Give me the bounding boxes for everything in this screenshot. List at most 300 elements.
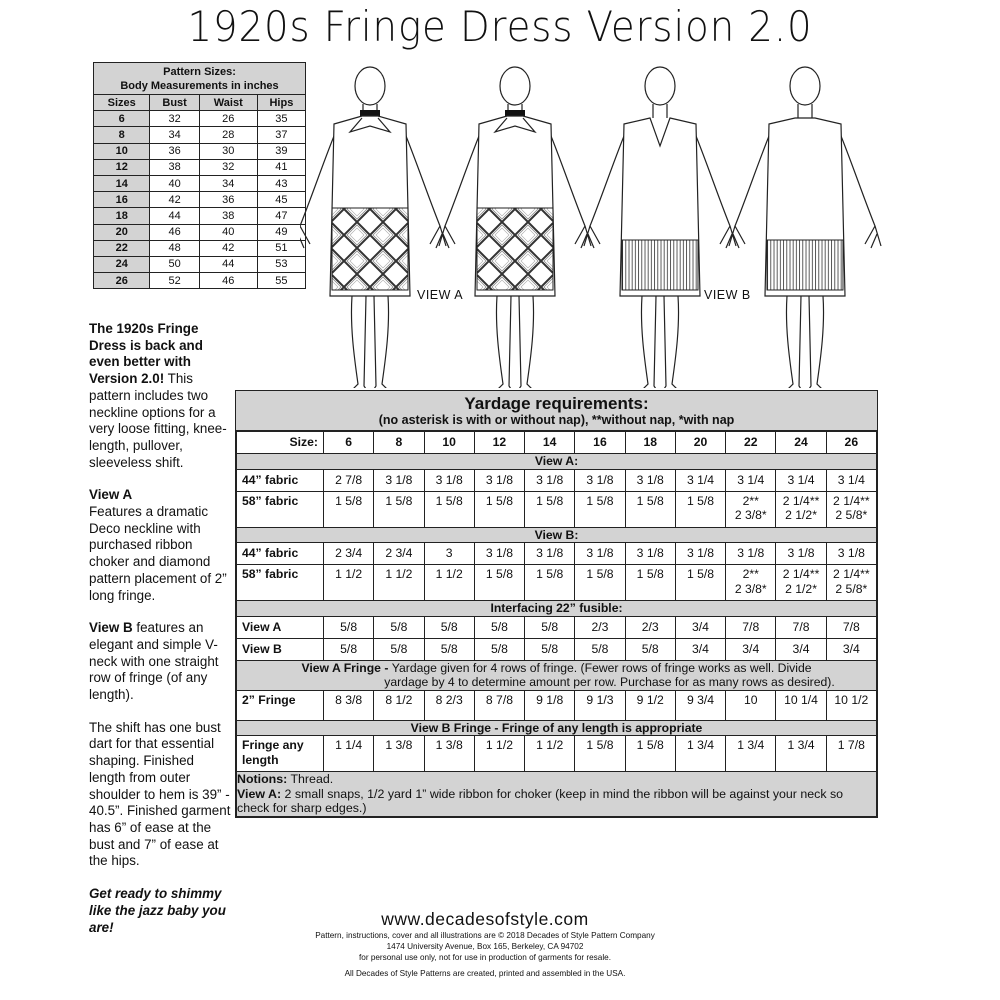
measurement-cell: 49 (257, 224, 305, 240)
view-a-bold: View A (89, 487, 133, 503)
yardage-cell (675, 565, 725, 601)
yardage-cell (525, 616, 575, 638)
size-cell: 24 (94, 256, 150, 272)
measurement-cell: 34 (150, 127, 199, 143)
yardage-value: 2 1/2* (785, 508, 817, 522)
size-column-header: 6 (324, 432, 374, 454)
yardage-value: 3/4 (692, 619, 709, 634)
yardage-cell (474, 565, 524, 601)
yardage-value: 5/8 (340, 619, 358, 634)
yardage-cell (726, 736, 776, 772)
yardage-value: 5/8 (541, 641, 559, 656)
yardage-value: 2 1/4** (782, 493, 820, 508)
measurement-cell: 53 (257, 256, 305, 272)
yardage-cell (826, 565, 876, 601)
yardage-value: 8 7/8 (485, 692, 513, 707)
measurement-cell: 43 (257, 175, 305, 191)
yardage-cell (424, 543, 474, 565)
measurement-cell: 52 (150, 273, 199, 289)
measurement-cell: 46 (199, 273, 257, 289)
measurement-cell: 38 (150, 159, 199, 175)
yardage-cell (776, 736, 826, 772)
size-column-header: 12 (474, 432, 524, 454)
yardage-value: 10 1/2 (834, 692, 869, 707)
yardage-value: 2 1/2* (785, 581, 817, 596)
notions-view-a-label: View A: (237, 786, 282, 801)
intro-paragraph (89, 321, 234, 471)
yardage-cell (525, 565, 575, 601)
yardage-cell (675, 736, 725, 772)
yardage-cell (726, 543, 776, 565)
measurement-cell: 50 (150, 256, 199, 272)
usage-line: for personal use only, not for use in production of garments for resale. (359, 953, 611, 962)
size-column-header: 24 (776, 432, 826, 454)
size-column-header: 14 (525, 432, 575, 454)
measurement-cell: 38 (199, 208, 257, 224)
interfacing-heading: Interfacing 22” fusible: (237, 601, 877, 617)
footer (235, 909, 735, 979)
yardage-cell (726, 690, 776, 720)
yardage-value: 2 5/8* (835, 508, 868, 522)
figure-view-a-back (439, 67, 591, 388)
row-label: View B (237, 638, 324, 660)
yardage-value: 1 1/4 (335, 738, 363, 752)
yardage-value: 9 1/2 (636, 692, 664, 707)
size-column-header: 26 (826, 432, 876, 454)
yardage-value: 7/8 (842, 619, 860, 634)
page-title: 1920s Fringe Dress Version 2.0 (187, 2, 813, 51)
size-header-row (237, 432, 877, 454)
yardage-cell (625, 491, 675, 527)
yardage-value: 5/8 (440, 641, 458, 656)
yardage-value: 1 1/2 (536, 738, 564, 752)
measurement-cell: 37 (257, 127, 305, 143)
measurement-cell: 36 (150, 143, 199, 159)
size-chart-header-line2: Body Measurements in inches (120, 79, 279, 92)
yardage-cell (374, 616, 424, 638)
yardage-cell (525, 736, 575, 772)
yardage-cell (424, 638, 474, 660)
yardage-value: 5/8 (440, 619, 458, 634)
yardage-cell (474, 543, 524, 565)
yardage-cell (575, 690, 625, 720)
figures-illustration (300, 58, 885, 388)
size-chart-row (94, 111, 306, 127)
yardage-grid (236, 431, 877, 817)
view-a-paragraph (89, 487, 234, 604)
view-b-bold: View B (89, 620, 133, 636)
view-b-label: VIEW B (704, 288, 751, 302)
yardage-cell (776, 690, 826, 720)
yardage-value: 2 1/4** (833, 493, 870, 508)
yardage-cell (575, 638, 625, 660)
measurement-cell: 41 (257, 159, 305, 175)
yardage-cell (826, 736, 876, 772)
notions-text: Thread. (287, 772, 334, 786)
yardage-value: 3 1/8 (837, 546, 865, 561)
yardage-cell (826, 616, 876, 638)
yardage-value: 5/8 (490, 641, 508, 656)
yardage-cell (575, 543, 625, 565)
yardage-value: 7/8 (792, 619, 810, 634)
row-label: View A (237, 616, 324, 638)
yardage-cell (575, 491, 625, 527)
yardage-value: 1 5/8 (485, 567, 513, 581)
yardage-cell (324, 543, 374, 565)
yardage-value: 5/8 (390, 619, 408, 634)
yardage-cell (625, 736, 675, 772)
yardage-cell (525, 491, 575, 527)
yardage-table (235, 390, 878, 818)
yardage-value: 1 1/2 (435, 567, 463, 581)
yardage-cell (625, 565, 675, 601)
yardage-value: 3 1/8 (636, 546, 664, 561)
view-b-paragraph (89, 620, 234, 704)
yardage-title-block (236, 391, 877, 431)
address-line: 1474 University Avenue, Box 165, Berkeley, CA 94702 (386, 942, 584, 951)
row-label: Fringe any length (237, 736, 324, 772)
yardage-cell (726, 638, 776, 660)
size-chart-header-line1: Pattern Sizes: (163, 65, 236, 78)
measurement-cell: 42 (199, 240, 257, 256)
yardage-value: 5/8 (390, 641, 408, 656)
yardage-cell (424, 491, 474, 527)
yardage-value: 2 1/4** (833, 567, 870, 581)
view-a-label: VIEW A (417, 288, 464, 302)
intro-bold: The 1920s Fringe Dress is back and even better with Version 2.0! (89, 321, 203, 387)
yardage-row (237, 736, 877, 772)
measurement-cell: 32 (150, 111, 199, 127)
yardage-value: 3 1/8 (385, 472, 413, 487)
size-chart-row (94, 192, 306, 208)
yardage-value: 1 5/8 (586, 738, 614, 752)
yardage-cell (575, 565, 625, 601)
yardage-cell (324, 690, 374, 720)
yardage-value: 1 5/8 (686, 567, 715, 581)
yardage-value: 1 7/8 (837, 738, 865, 752)
yardage-title: Yardage requirements: (464, 394, 649, 413)
yardage-value: 5/8 (490, 619, 508, 634)
dress-figures-drawing (300, 58, 885, 388)
size-column-header: 16 (575, 432, 625, 454)
size-chart-row (94, 143, 306, 159)
yardage-cell (324, 565, 374, 601)
yardage-cell (525, 543, 575, 565)
yardage-cell (625, 543, 675, 565)
yardage-value: 3 1/8 (485, 472, 513, 487)
view-a-fringe-note (237, 660, 877, 690)
website-url[interactable]: www.decadesofstyle.com (381, 909, 589, 929)
yardage-value: 2 1/4** (782, 567, 820, 581)
measurement-cell: 26 (199, 111, 257, 127)
yardage-value: 3/4 (692, 641, 709, 656)
measurement-cell: 40 (199, 224, 257, 240)
yardage-value: 3 1/8 (536, 546, 564, 561)
yardage-value: 1 3/8 (385, 738, 413, 752)
yardage-row (237, 616, 877, 638)
yardage-value: 3 1/8 (586, 472, 614, 487)
yardage-value: 2 5/8* (835, 581, 868, 596)
copyright-line: Pattern, instructions, cover and all illustrations are © 2018 Decades of Style Pattern Company (315, 931, 655, 940)
yardage-value: 1 5/8 (485, 493, 513, 508)
size-chart-columns (94, 95, 306, 111)
size-column-header: 22 (726, 432, 776, 454)
yardage-value: 1 1/2 (485, 738, 513, 752)
yardage-value: 2** (742, 567, 759, 581)
yardage-cell (625, 690, 675, 720)
notions-block (237, 772, 877, 817)
intro-text: This pattern includes two neckline options for a very loose fitting, knee-length, pullover, sleeveless shift. (89, 371, 227, 470)
yardage-cell (424, 616, 474, 638)
yardage-cell (726, 469, 776, 491)
yardage-row (237, 565, 877, 601)
yardage-subtitle: (no asterisk is with or without nap), **without nap, *with nap (378, 413, 735, 427)
yardage-cell (575, 736, 625, 772)
size-chart-row (94, 159, 306, 175)
yardage-row (237, 491, 877, 527)
size-cell: 12 (94, 159, 150, 175)
yardage-value: 3 1/4 (686, 472, 715, 487)
yardage-cell (675, 491, 725, 527)
yardage-cell (575, 469, 625, 491)
yardage-cell (776, 616, 826, 638)
yardage-cell (776, 543, 826, 565)
yardage-value: 3/4 (792, 641, 810, 656)
measurement-cell: 39 (257, 143, 305, 159)
yardage-cell (776, 469, 826, 491)
view-a-fringe-note-2: yardage by 4 to determine amount per row. Purchase for as many rows as desired). (384, 675, 835, 689)
yardage-value: 1 3/8 (435, 738, 463, 752)
yardage-value: 5/8 (541, 619, 559, 634)
measurement-cell: 44 (150, 208, 199, 224)
size-column-header: 18 (625, 432, 675, 454)
yardage-cell (324, 469, 374, 491)
size-cell: 8 (94, 127, 150, 143)
yardage-value: 1 1/2 (385, 567, 413, 581)
view-b-heading: View B: (237, 527, 877, 543)
yardage-value: 3 1/8 (787, 546, 815, 561)
yardage-cell (474, 469, 524, 491)
yardage-cell (474, 736, 524, 772)
yardage-cell (474, 638, 524, 660)
yardage-value: 9 1/8 (536, 692, 564, 707)
yardage-value: 3 1/8 (586, 546, 614, 561)
yardage-cell (525, 638, 575, 660)
yardage-cell (776, 565, 826, 601)
yardage-value: 9 1/3 (586, 692, 614, 707)
measurement-cell: 55 (257, 273, 305, 289)
yardage-cell (525, 469, 575, 491)
yardage-cell (675, 638, 725, 660)
size-cell: 6 (94, 111, 150, 127)
yardage-value: 1 5/8 (536, 493, 564, 508)
yardage-value: 2/3 (591, 619, 609, 634)
yardage-value: 9 3/4 (686, 692, 715, 707)
size-chart-row (94, 175, 306, 191)
yardage-value: 7/8 (742, 619, 760, 634)
yardage-cell (474, 690, 524, 720)
row-label: 58” fabric (237, 491, 324, 527)
yardage-cell (525, 690, 575, 720)
measurement-cell: 28 (199, 127, 257, 143)
yardage-cell (675, 469, 725, 491)
measurement-cell: 40 (150, 175, 199, 191)
yardage-value: 2 3/4 (385, 546, 413, 561)
size-chart-row (94, 208, 306, 224)
yardage-value: 2 3/8* (734, 581, 767, 596)
yardage-value: 3/4 (742, 641, 760, 656)
figure-view-b-front (584, 67, 736, 388)
yardage-cell (374, 543, 424, 565)
yardage-value: 2 3/4 (335, 546, 363, 561)
yardage-value: 1 3/4 (787, 738, 815, 752)
size-chart-row (94, 240, 306, 256)
yardage-value: 10 (743, 692, 758, 707)
yardage-cell (374, 565, 424, 601)
yardage-cell (374, 690, 424, 720)
size-cell: 26 (94, 273, 150, 289)
yardage-value: 1 5/8 (586, 567, 614, 581)
yardage-value: 8 3/8 (335, 692, 363, 707)
yardage-value: 3 1/8 (435, 472, 463, 487)
yardage-cell (625, 638, 675, 660)
yardage-value: 3 1/8 (536, 472, 564, 487)
yardage-cell (324, 638, 374, 660)
measurement-cell: 47 (257, 208, 305, 224)
view-a-heading: View A: (237, 454, 877, 470)
yardage-cell (424, 736, 474, 772)
yardage-value: 5/8 (591, 641, 609, 656)
col-header: Bust (150, 95, 199, 111)
size-cell: 22 (94, 240, 150, 256)
description-column (89, 321, 234, 952)
row-label: 2” Fringe (237, 690, 324, 720)
yardage-cell (726, 616, 776, 638)
row-label: 44” fabric (237, 469, 324, 491)
size-chart-row (94, 256, 306, 272)
yardage-cell (374, 491, 424, 527)
yardage-cell (675, 616, 725, 638)
yardage-cell (324, 616, 374, 638)
tagline: Get ready to shimmy like the jazz baby you are! (89, 886, 226, 935)
yardage-value: 2** (742, 493, 759, 508)
view-a-fringe-label: View A Fringe - (301, 660, 392, 675)
yardage-value: 2 3/8* (734, 508, 767, 522)
yardage-cell (374, 638, 424, 660)
yardage-cell (324, 736, 374, 772)
size-cell: 16 (94, 192, 150, 208)
yardage-value: 3 (445, 546, 453, 561)
yardage-value: 3/4 (842, 641, 860, 656)
yardage-value: 1 3/4 (686, 738, 715, 752)
measurement-cell: 44 (199, 256, 257, 272)
yardage-value: 1 5/8 (435, 493, 463, 508)
yardage-cell (625, 469, 675, 491)
yardage-cell (374, 469, 424, 491)
yardage-value: 8 1/2 (385, 692, 413, 707)
yardage-cell (675, 690, 725, 720)
size-column-header: 20 (675, 432, 725, 454)
yardage-value: 1 5/8 (335, 493, 363, 508)
size-chart (93, 62, 306, 289)
yardage-value: 3 1/8 (636, 472, 664, 487)
yardage-cell (726, 491, 776, 527)
yardage-value: 3 1/8 (485, 546, 513, 561)
figure-view-a-front (300, 67, 446, 388)
col-header: Sizes (94, 95, 150, 111)
yardage-cell (625, 616, 675, 638)
yardage-cell (424, 469, 474, 491)
yardage-cell (474, 616, 524, 638)
size-cell: 20 (94, 224, 150, 240)
yardage-cell (826, 491, 876, 527)
view-a-fringe-note-1: Yardage given for 4 rows of fringe. (Fewer rows of fringe works as well. Divide (391, 660, 812, 675)
yardage-value: 3 1/4 (737, 472, 765, 487)
measurement-cell: 32 (199, 159, 257, 175)
yardage-cell (826, 690, 876, 720)
size-chart-row (94, 127, 306, 143)
yardage-value: 1 5/8 (636, 567, 664, 581)
view-a-text: Features a dramatic Deco neckline with purchased ribbon choker and diamond pattern placement of 2” long fringe. (89, 504, 227, 603)
yardage-value: 2/3 (641, 619, 659, 634)
yardage-value: 5/8 (340, 641, 358, 656)
col-header: Hips (257, 95, 305, 111)
yardage-cell (474, 491, 524, 527)
yardage-value: 2 7/8 (335, 472, 363, 487)
view-b-text: features an elegant and simple V-neck with one straight row of fringe (of any length). (89, 620, 219, 703)
notions-label: Notions: (237, 772, 288, 786)
yardage-row (237, 638, 877, 660)
yardage-cell (374, 736, 424, 772)
measurement-cell: 51 (257, 240, 305, 256)
measurement-cell: 48 (150, 240, 199, 256)
measurement-cell: 45 (257, 192, 305, 208)
row-label: 58” fabric (237, 565, 324, 601)
yardage-cell (826, 543, 876, 565)
col-header: Waist (199, 95, 257, 111)
yardage-value: 10 1/4 (784, 692, 818, 707)
measurement-cell: 42 (150, 192, 199, 208)
yardage-cell (826, 469, 876, 491)
yardage-value: 1 5/8 (536, 567, 564, 581)
yardage-value: 1 1/2 (335, 567, 363, 581)
yardage-value: 5/8 (641, 641, 659, 656)
yardage-row (237, 690, 877, 720)
size-chart-row (94, 224, 306, 240)
size-cell: 18 (94, 208, 150, 224)
yardage-cell (675, 543, 725, 565)
size-column-header: 8 (374, 432, 424, 454)
figure-view-b-back (729, 67, 881, 388)
view-b-fringe-heading: View B Fringe - Fringe of any length is appropriate (237, 720, 877, 736)
yardage-cell (776, 491, 826, 527)
yardage-cell (776, 638, 826, 660)
yardage-row (237, 543, 877, 565)
row-label: 44” fabric (237, 543, 324, 565)
yardage-cell (826, 638, 876, 660)
yardage-value: 1 5/8 (385, 493, 413, 508)
yardage-cell (424, 690, 474, 720)
size-column-header: 10 (424, 432, 474, 454)
yardage-value: 3 1/8 (686, 546, 715, 561)
yardage-value: 1 5/8 (636, 738, 664, 752)
yardage-value: 1 5/8 (686, 493, 715, 508)
yardage-value: 3 1/4 (787, 472, 815, 487)
size-chart-header (94, 63, 306, 95)
measurement-cell: 46 (150, 224, 199, 240)
yardage-cell (424, 565, 474, 601)
yardage-row (237, 469, 877, 491)
